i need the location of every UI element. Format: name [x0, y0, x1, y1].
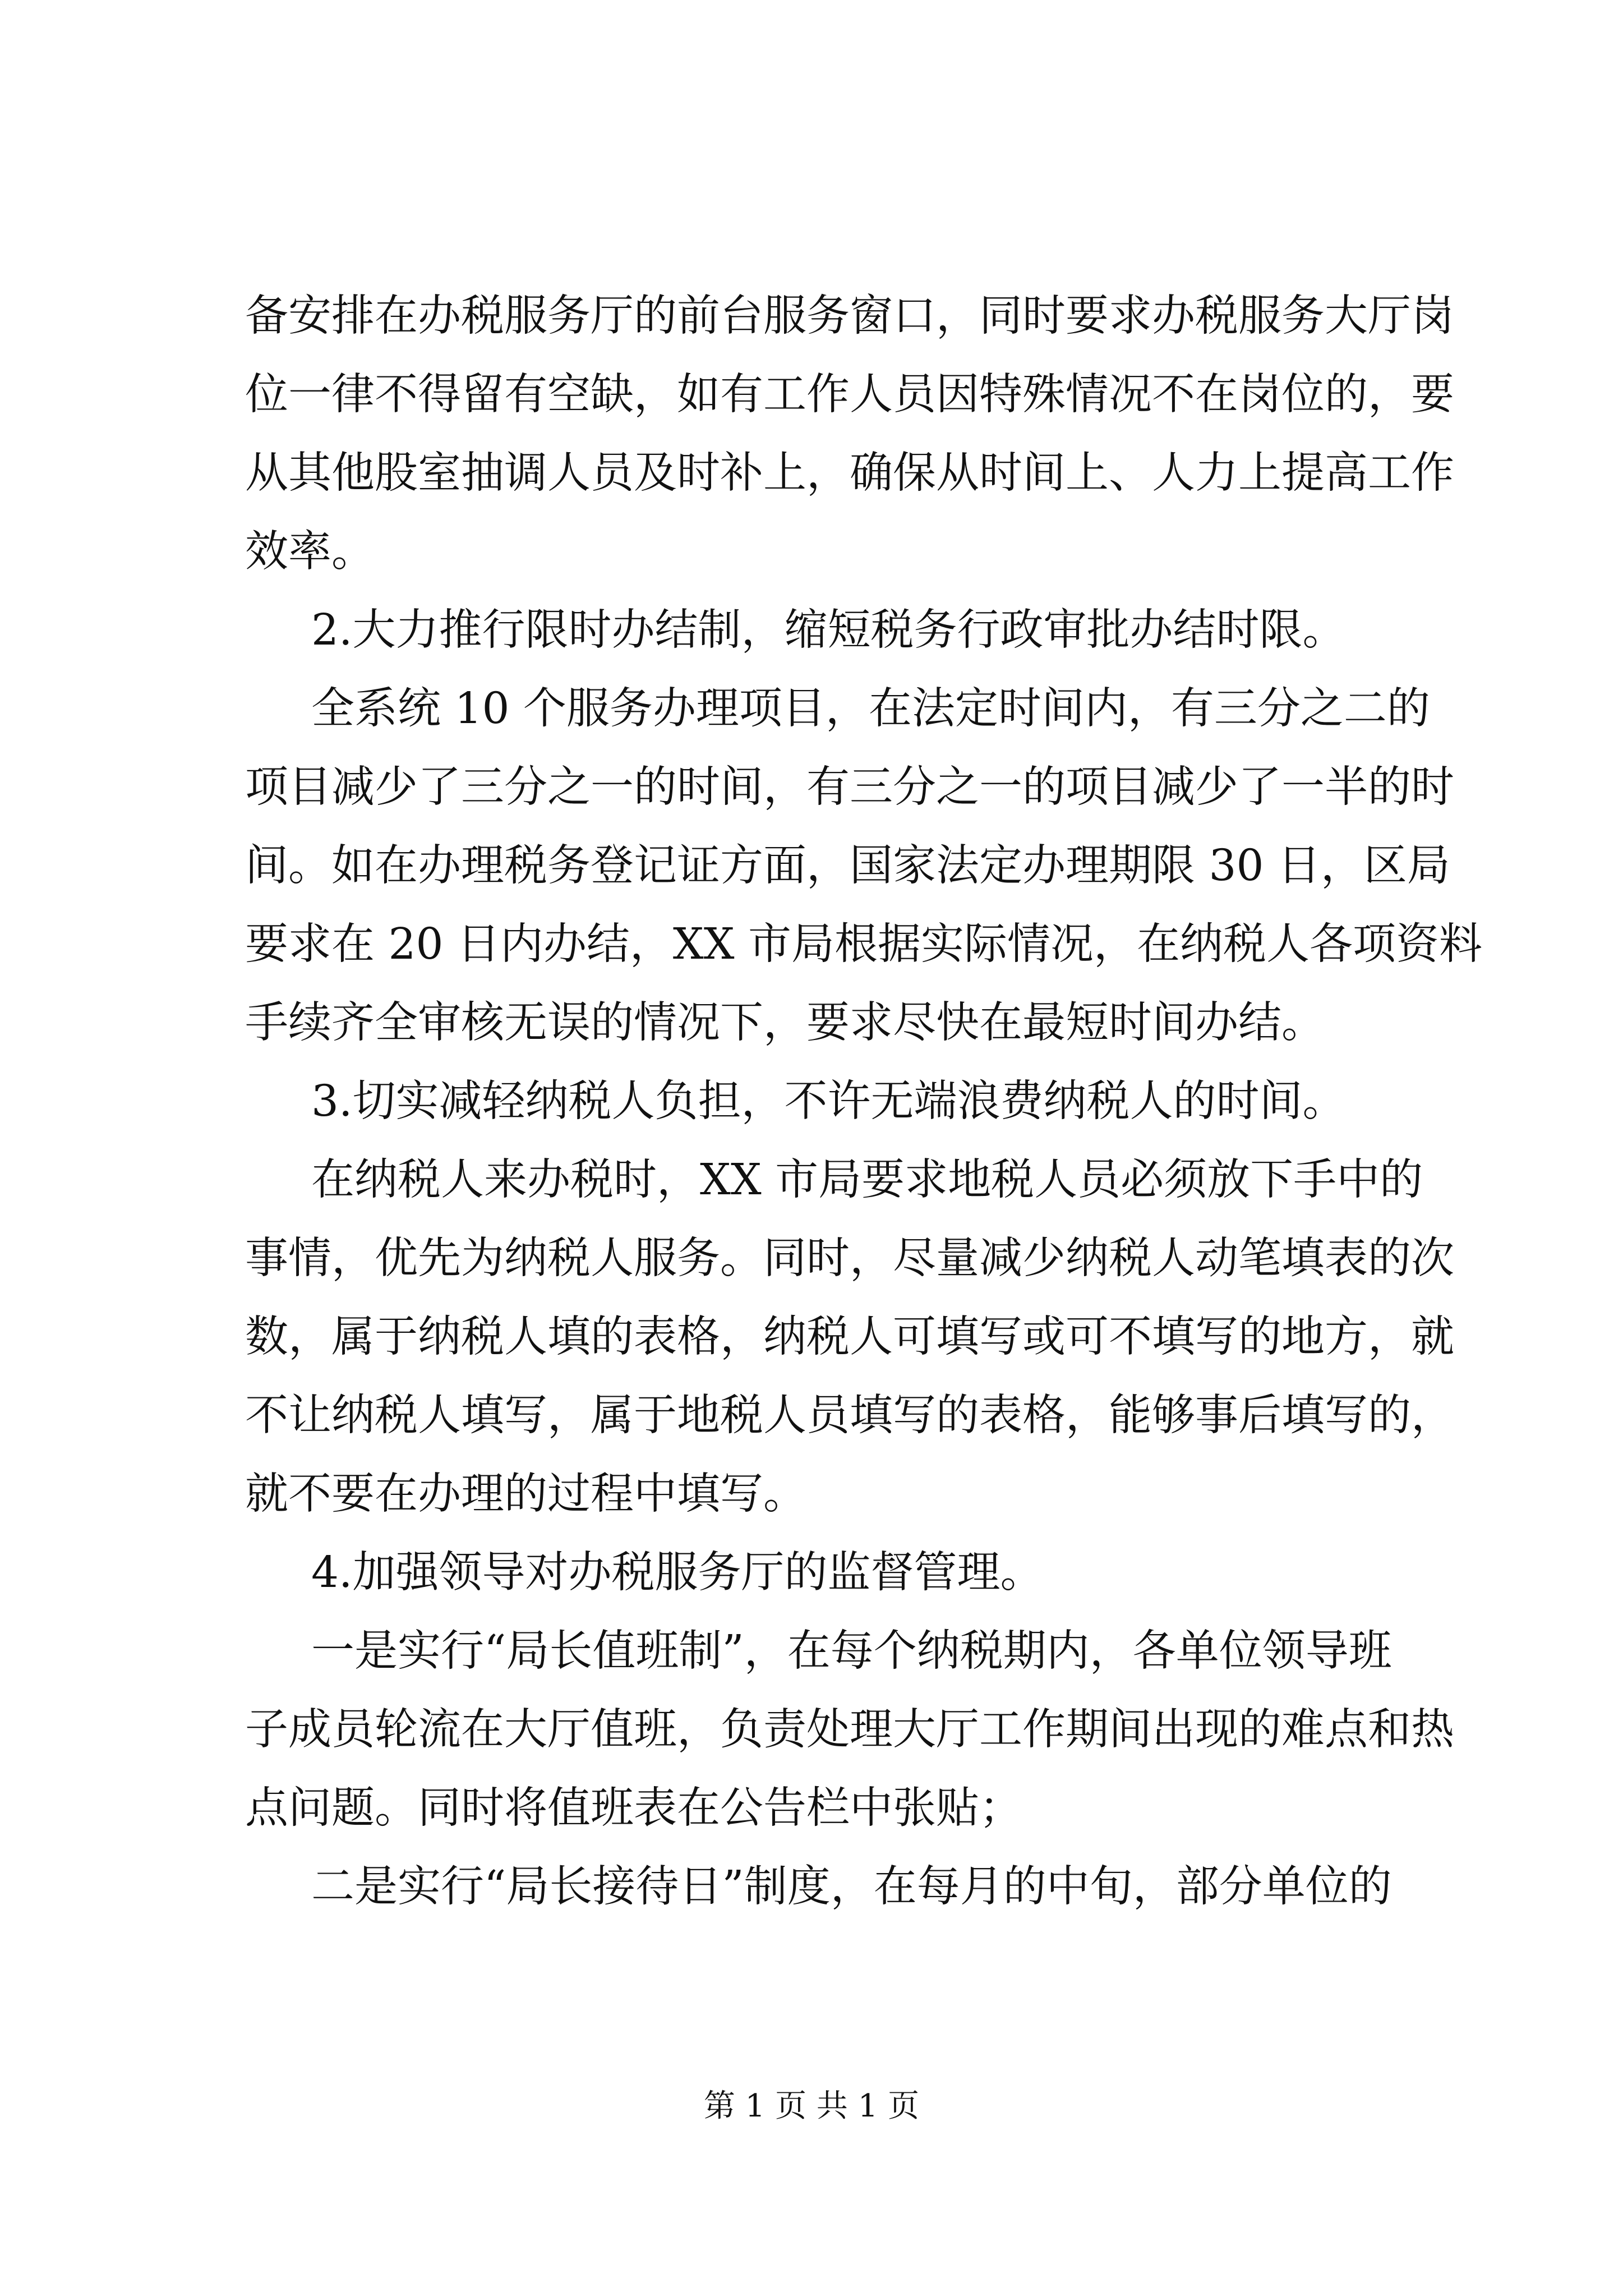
section-heading: 3.切实减轻纳税人负担，不许无端浪费纳税人的时间。 — [311, 1076, 1346, 1126]
text-line: 全系统 10 个服务办理项目，在法定时间内，有三分之二的 — [311, 684, 1430, 734]
text-line: 要求在 20 日内办结，XX 市局根据实际情况，在纳税人各项资料 — [245, 919, 1483, 969]
text-line: 就不要在办理的过程中填写。 — [245, 1469, 806, 1519]
text-line: 在纳税人来办税时，XX 市局要求地税人员必须放下手中的 — [311, 1155, 1423, 1205]
text-line: 事情，优先为纳税人服务。同时，尽量减少纳税人动笔填表的次 — [245, 1234, 1454, 1283]
text-line: 效率。 — [245, 527, 375, 577]
document-body — [245, 277, 1483, 1926]
text-line: 从其他股室抽调人员及时补上，确保从时间上、人力上提高工作 — [245, 448, 1454, 498]
section-heading: 4.加强领导对办税服务厅的监督管理。 — [311, 1548, 1044, 1598]
text-line: 项目减少了三分之一的时间，有三分之一的项目减少了一半的时 — [245, 762, 1454, 812]
page-number-label: 第 1 页 共 1 页 — [703, 2088, 920, 2124]
section-heading: 2.大力推行限时办结制，缩短税务行政审批办结时限。 — [311, 605, 1346, 655]
text-line: 手续齐全审核无误的情况下，要求尽快在最短时间办结。 — [245, 998, 1325, 1048]
text-line: 子成员轮流在大厅值班，负责处理大厅工作期间出现的难点和热 — [245, 1705, 1454, 1755]
text-line: 间。如在办理税务登记证方面，国家法定办理期限 30 日，区局 — [245, 841, 1450, 891]
text-line: 不让纳税人填写，属于地税人员填写的表格，能够事后填写的， — [245, 1391, 1454, 1441]
page-footer — [0, 2084, 1623, 2129]
text-line: 二是实行“局长接待日”制度，在每月的中旬，部分单位的 — [311, 1862, 1392, 1912]
text-line: 数，属于纳税人填的表格，纳税人可填写或可不填写的地方，就 — [245, 1312, 1454, 1362]
text-line: 备安排在办税服务厅的前台服务窗口，同时要求办税服务大厅岗 — [245, 291, 1454, 341]
text-line: 位一律不得留有空缺，如有工作人员因特殊情况不在岗位的，要 — [245, 370, 1454, 420]
text-line: 点问题。同时将值班表在公告栏中张贴； — [245, 1783, 1022, 1833]
text-line: 一是实行“局长值班制”，在每个纳税期内，各单位领导班 — [311, 1626, 1392, 1676]
